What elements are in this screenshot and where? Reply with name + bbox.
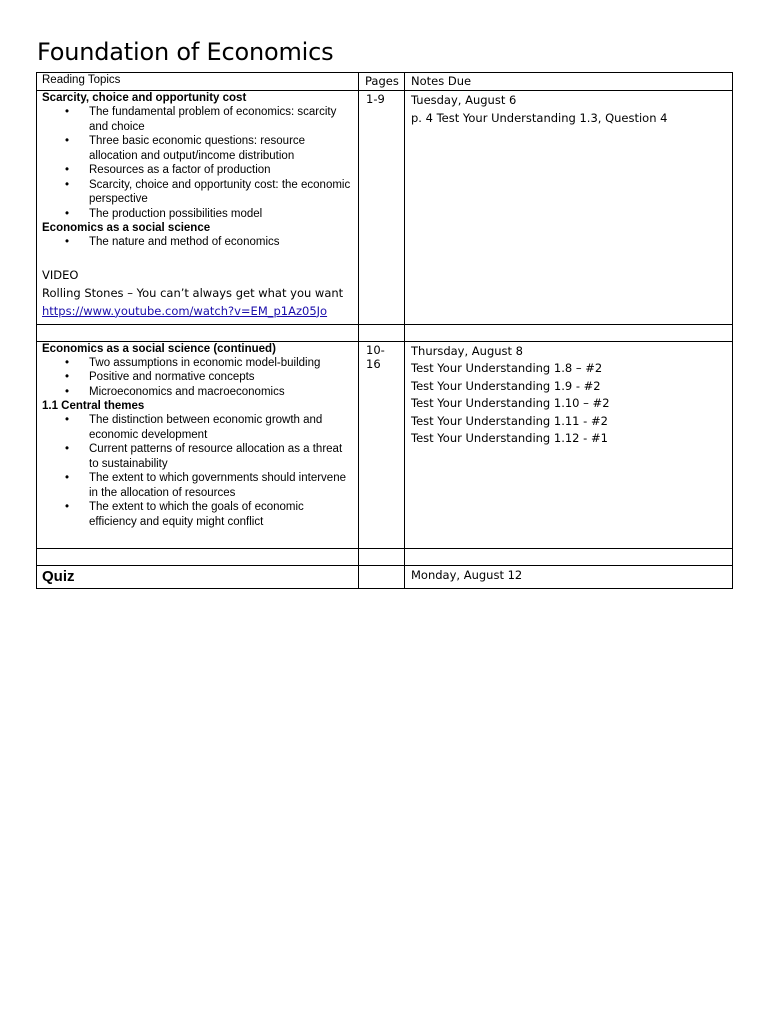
- notes-cell: [405, 91, 733, 325]
- empty-cell: [359, 324, 405, 341]
- list-item-text: Three basic economic questions: resource allocation and output/income distribution: [89, 135, 306, 162]
- empty-cell: [405, 548, 733, 565]
- list-item-text: Two assumptions in economic model-building: [89, 356, 321, 369]
- bullet-icon: •: [65, 207, 70, 220]
- empty-cell: [359, 548, 405, 565]
- topics-cell: [37, 341, 359, 548]
- topic-list: [37, 105, 358, 221]
- quiz-row: [37, 565, 733, 588]
- list-item-text: Microeconomics and macroeconomics: [89, 385, 285, 398]
- notes-item: Test Your Understanding 1.12 - #1: [411, 431, 608, 445]
- header-notes-due-label: Notes Due: [411, 74, 472, 88]
- list-item: [65, 413, 358, 442]
- reading-schedule-table: [36, 72, 733, 589]
- bullet-icon: •: [65, 178, 70, 191]
- section-heading: Economics as a social science: [42, 222, 211, 234]
- list-item-text: The extent to which the goals of economic efficiency and equity might conflict: [89, 501, 304, 528]
- topic-list: [37, 356, 358, 400]
- quiz-cell: [37, 565, 359, 588]
- video-label: VIDEO: [42, 267, 79, 282]
- notes-item: Test Your Understanding 1.10 – #2: [411, 396, 610, 410]
- list-item: [65, 500, 358, 529]
- list-item-text: Scarcity, choice and opportunity cost: the economic perspective: [89, 178, 351, 205]
- bullet-icon: •: [65, 385, 70, 398]
- table-header-row: [37, 73, 733, 91]
- video-link[interactable]: https://www.youtube.com/watch?v=EM_p1Az05Jo: [42, 303, 328, 318]
- list-item-text: Current patterns of resource allocation as a threat to sustainability: [89, 443, 343, 470]
- header-reading-topics-label: Reading Topics: [42, 74, 121, 86]
- list-item: [65, 207, 358, 222]
- table-row: [37, 91, 733, 325]
- spacer-row: [37, 324, 733, 341]
- bullet-icon: •: [65, 443, 70, 455]
- empty-cell: [37, 548, 359, 565]
- notes-item: Test Your Understanding 1.11 - #2: [411, 413, 608, 428]
- list-item: [65, 370, 358, 385]
- bullet-icon: •: [65, 356, 70, 369]
- list-item: [65, 178, 358, 207]
- list-item: [65, 163, 358, 178]
- bullet-icon: •: [65, 106, 70, 118]
- notes-due-date: Tuesday, August 6: [411, 93, 517, 107]
- list-item-text: The nature and method of economics: [89, 236, 280, 248]
- list-item: [65, 385, 358, 400]
- topic-list: [37, 413, 358, 529]
- header-pages: [359, 73, 405, 91]
- video-block: [37, 250, 358, 324]
- list-item-text: Resources as a factor of production: [89, 164, 271, 176]
- list-item: [65, 105, 358, 134]
- page-title: Foundation of Economics: [37, 38, 334, 66]
- header-notes-due: [405, 73, 733, 91]
- bullet-icon: •: [65, 501, 70, 513]
- section-heading: Economics as a social science (continued): [42, 342, 276, 355]
- notes-cell: [405, 565, 733, 588]
- bullet-icon: •: [65, 414, 70, 426]
- notes-item: Test Your Understanding 1.8 – #2: [411, 361, 603, 375]
- bullet-icon: •: [65, 164, 70, 176]
- list-item: [65, 442, 358, 471]
- list-item: [65, 471, 358, 500]
- empty-cell: [405, 324, 733, 341]
- pages-value: 10-16: [366, 342, 385, 371]
- pages-cell: [359, 91, 405, 325]
- notes-cell: [405, 341, 733, 548]
- spacer-row: [37, 548, 733, 565]
- topics-cell: [37, 91, 359, 325]
- list-item: [65, 235, 358, 250]
- bullet-icon: •: [65, 236, 70, 248]
- notes-due-date: Thursday, August 8: [411, 343, 524, 358]
- list-item-text: The fundamental problem of economics: scarcity and choice: [89, 106, 337, 133]
- table-row: [37, 341, 733, 548]
- notes-item: Test Your Understanding 1.9 - #2: [411, 378, 601, 393]
- video-title: Rolling Stones – You can’t always get what you want: [42, 285, 344, 300]
- topic-list: [37, 235, 358, 250]
- header-pages-label: Pages: [365, 74, 399, 88]
- header-reading-topics: [37, 73, 359, 91]
- list-item-text: The extent to which governments should intervene in the allocation of resources: [89, 472, 346, 499]
- list-item-text: The distinction between economic growth and economic development: [89, 414, 323, 441]
- notes-item: p. 4 Test Your Understanding 1.3, Question 4: [411, 110, 668, 125]
- empty-cell: [37, 324, 359, 341]
- pages-value: [359, 566, 404, 568]
- pages-cell: [359, 341, 405, 548]
- list-item: [65, 134, 358, 163]
- quiz-label: Quiz: [42, 567, 75, 585]
- list-item: [65, 356, 358, 371]
- pages-value: 1-9: [366, 92, 385, 106]
- bullet-icon: •: [65, 371, 70, 383]
- bullet-icon: •: [65, 472, 70, 484]
- pages-cell: [359, 565, 405, 588]
- list-item-text: The production possibilities model: [89, 207, 263, 220]
- section-heading: Scarcity, choice and opportunity cost: [42, 92, 247, 104]
- bullet-icon: •: [65, 135, 70, 147]
- list-item-text: Positive and normative concepts: [89, 371, 255, 383]
- quiz-date: Monday, August 12: [411, 567, 523, 582]
- section-heading: 1.1 Central themes: [42, 400, 145, 412]
